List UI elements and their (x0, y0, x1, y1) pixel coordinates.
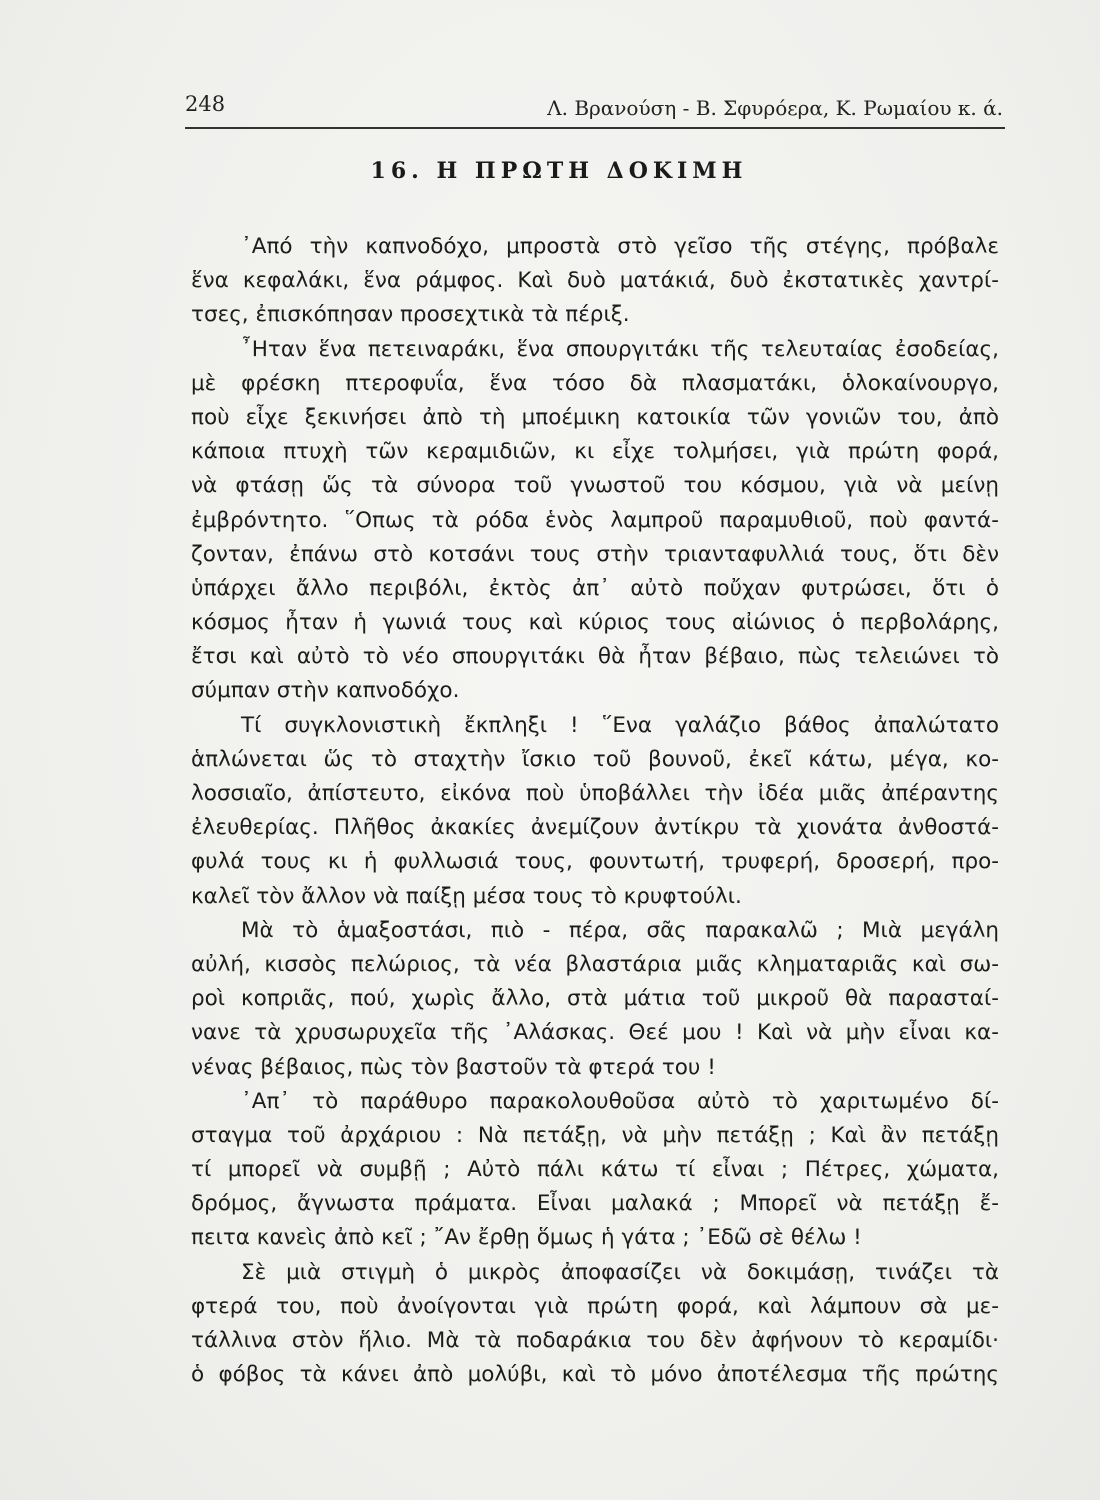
text-line: ὁ φόβος τὰ κάνει ἀπὸ μολύβι, καὶ τὸ μόνο ἀποτέλεσμα τῆς πρώτης (191, 1362, 999, 1388)
text-line: ᾿Απ᾿ τὸ παράθυρο παρακολουθοῦσα αὐτὸ τὸ χαριτωμένο δί- (241, 1088, 999, 1114)
text-line: ἔτσι καὶ αὐτὸ τὸ νέο σπουργιτάκι θὰ ἦταν βέβαιο, πὼς τελειώνει τὸ (191, 644, 999, 670)
text-line: νανε τὰ χρυσωρυχεῖα τῆς ᾿Αλάσκας. Θεέ μου ! Καὶ νὰ μὴν εἶναι κα- (191, 1020, 999, 1046)
text-line: ποὺ εἶχε ξεκινήσει ἀπὸ τὴ μποέμικη κατοικία τῶν γονιῶν του, ἀπὸ (191, 404, 999, 430)
text-line: σύμπαν στὴν καπνοδόχο. (191, 678, 460, 704)
text-line: Μὰ τὸ ἁμαξοστάσι, πιὸ - πέρα, σᾶς παρακαλῶ ; Μιὰ μεγάλη (241, 917, 999, 943)
text-line: τάλλινα στὸν ἥλιο. Μὰ τὰ ποδαράκια του δὲν ἀφήνουν τὸ κεραμίδι· (191, 1328, 999, 1353)
text-line: τί μπορεῖ νὰ συμβῇ ; Αὐτὸ πάλι κάτω τί εἶναι ; Πέτρες, χώματα, (191, 1157, 999, 1183)
text-line: τσες, ἐπισκόπησαν προσεχτικὰ τὰ πέριξ. (191, 302, 630, 328)
text-line: φτερά του, ποὺ ἀνοίγονται γιὰ πρώτη φορά, καὶ λάμπουν σὰ με- (191, 1293, 999, 1319)
text-line: κόσμος ἦταν ἡ γωνιά τους καὶ κύριος τους αἰώνιος ὁ περβολάρης, (191, 610, 999, 636)
text-line: Σὲ μιὰ στιγμὴ ὁ μικρὸς ἀποφασίζει νὰ δοκιμάσῃ, τινάζει τὰ (241, 1259, 999, 1285)
body-text (191, 230, 999, 1392)
text-line: μὲ φρέσκη πτεροφυΐα, ἕνα τόσο δὰ πλασματάκι, ὁλοκαίνουργο, (191, 370, 999, 396)
text-line: ἁπλώνεται ὥς τὸ σταχτὴν ἴσκιο τοῦ βουνοῦ, ἐκεῖ κάτω, μέγα, κο- (191, 746, 999, 772)
page-header (185, 92, 1003, 126)
text-line: κάποια πτυχὴ τῶν κεραμιδιῶν, κι εἶχε τολμήσει, γιὰ πρώτη φορά, (191, 439, 999, 465)
text-line: ζονταν, ἐπάνω στὸ κοτσάνι τους στὴν τριανταφυλλιά τους, ὅτι δὲν (191, 541, 999, 567)
text-line: δρόμος, ἄγνωστα πράματα. Εἶναι μαλακά ; Μπορεῖ νὰ πετάξῃ ἔ- (191, 1191, 999, 1217)
text-line: ῏Ηταν ἕνα πετειναράκι, ἕνα σπουργιτάκι τῆς τελευταίας ἐσοδείας, (241, 336, 999, 362)
text-line: καλεῖ τὸν ἄλλον νὰ παίξῃ μέσα τους τὸ κρυφτούλι. (191, 883, 742, 909)
text-line: αὐλή, κισσὸς πελώριος, τὰ νέα βλαστάρια μιᾶς κληματαριᾶς καὶ σω- (191, 951, 999, 977)
chapter-title: 16. Η ΠΡΩΤΗ ΔΟΚΙΜΗ (370, 158, 748, 184)
text-line: νὰ φτάσῃ ὥς τὰ σύνορα τοῦ γνωστοῦ του κόσμου, γιὰ νὰ μείνῃ (191, 473, 999, 499)
text-line: ἕνα κεφαλάκι, ἕνα ράμφος. Καὶ δυὸ ματάκιά, δυὸ ἐκστατικὲς χαντρί- (191, 268, 999, 294)
text-line: ὑπάρχει ἄλλο περιβόλι, ἐκτὸς ἀπ᾿ αὐτὸ ποὔχαν φυτρώσει, ὅτι ὁ (191, 575, 999, 601)
text-line: νένας βέβαιος, πὼς τὸν βαστοῦν τὰ φτερά του ! (191, 1054, 716, 1080)
running-head: Λ. Βρανούση - Β. Σφυρόερα, Κ. Ρωμαίου κ. ά. (547, 96, 1003, 120)
text-line: φυλά τους κι ἡ φυλλωσιά τους, φουντωτή, τρυφερή, δροσερή, προ- (191, 849, 999, 875)
text-line: Τί συγκλονιστικὴ ἔκπληξι ! ῞Ενα γαλάζιο βάθος ἀπαλώτατο (241, 712, 999, 738)
text-line: ἐλευθερίας. Πλῆθος ἀκακίες ἀνεμίζουν ἀντίκρυ τὰ χιονάτα ἀνθοστά- (191, 815, 999, 841)
text-line: σταγμα τοῦ ἀρχάριου : Νὰ πετάξῃ, νὰ μὴν πετάξῃ ; Καὶ ἂν πετάξῃ (191, 1122, 999, 1148)
text-line: ᾿Από τὴν καπνοδόχο, μπροστὰ στὸ γεῖσο τῆς στέγης, πρόβαλε (241, 234, 999, 259)
text-line: λοσσιαῖο, ἀπίστευτο, εἰκόνα ποὺ ὑποβάλλει τὴν ἰδέα μιᾶς ἀπέραντης (191, 781, 999, 806)
header-rule (185, 127, 1005, 129)
text-line: πειτα κανεὶς ἀπὸ κεῖ ; ῎Αν ἔρθῃ ὅμως ἡ γάτα ; ᾿Εδῶ σὲ θέλω ! (191, 1225, 862, 1251)
text-line: ἐμβρόντητο. ῞Οπως τὰ ρόδα ἑνὸς λαμπροῦ παραμυθιοῦ, ποὺ φαντά- (191, 507, 999, 533)
page-number: 248 (185, 92, 226, 116)
text-line: ροὶ κοπριᾶς, πού, χωρὶς ἄλλο, στὰ μάτια τοῦ μικροῦ θὰ παρασταί- (191, 986, 999, 1012)
